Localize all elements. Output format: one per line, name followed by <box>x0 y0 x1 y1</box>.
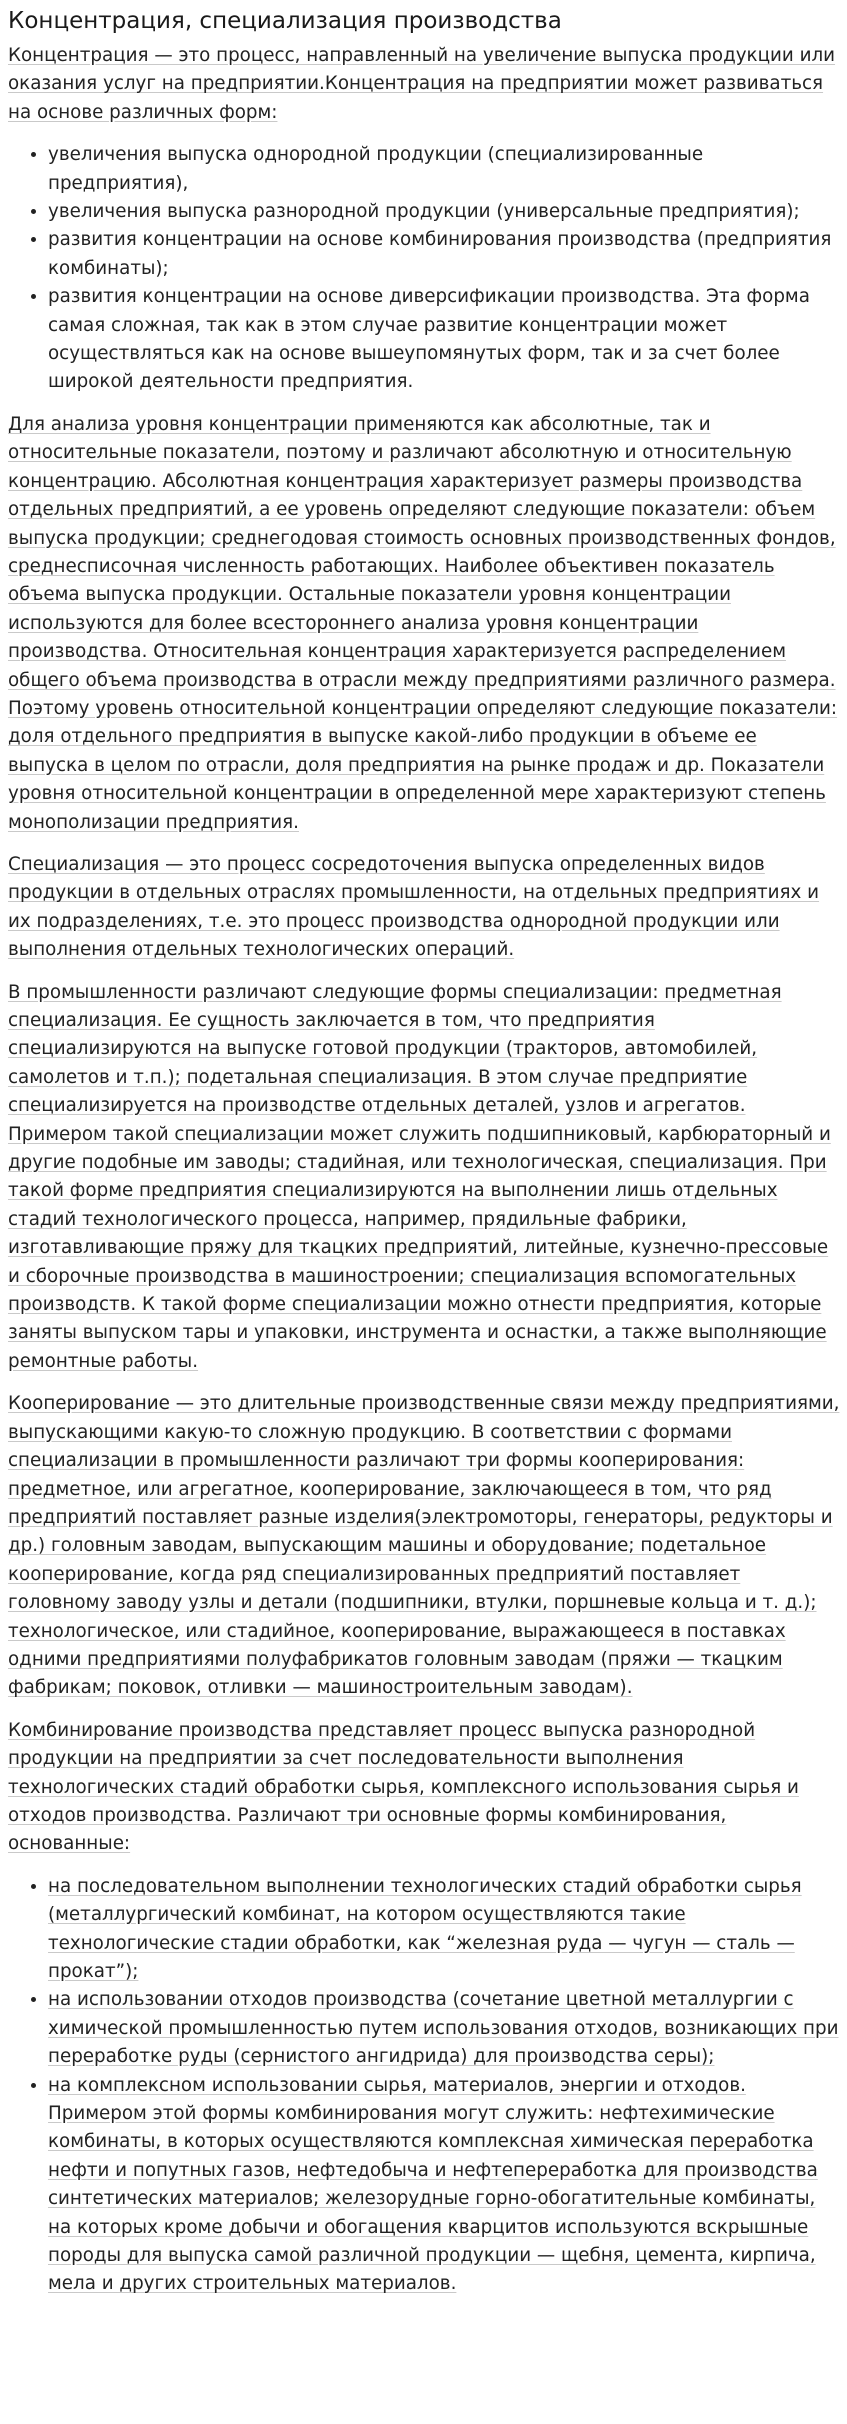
specialization-forms-paragraph: В промышленности различают следующие формы специализации: предметная специализация. Ее сущность заключается в том, что предприятия специализируются на выпуске готовой продукции (тракторов, автомобилей, самолетов и т.п.); подетальная специализация. В этом случае предприятие специализируется на производстве отдельных деталей, узлов и агрегатов. Примером такой специализации может служить подшипниковый, карбюраторный и другие подобные им заводы; стадийная, или технологическая, специализация. При такой форме предприятия специализируются на выполнении лишь отдельных стадий технологического процесса, например, прядильные фабрики, изготавливающие пряжу для ткацких предприятий, литейные, кузнечно-прессовые и сборочные производства в машиностроении; специализация вспомогательных производств. К такой форме специализации можно отнести предприятия, которые заняты выпуском тары и упаковки, инструмента и оснастки, а также выполняющие ремонтные работы. <box>8 981 831 1372</box>
intro-paragraph: Концентрация — это процесс, направленный на увеличение выпуска продукции или оказания услуг на предприятии.Концентрация на предприятии может развиваться на основе различных форм: <box>8 45 836 123</box>
combining-paragraph: Комбинирование производства представляет процесс выпуска разнородной продукции на предприятии за счет последовательности выполнения технологических стадий обработки сырья, комплексного использования сырья и отходов производства. Различают три основные формы комбинирования, основанные: <box>8 1719 799 1855</box>
list-item: • развития концентрации на основе комбинирования производства (предприятия комбинаты); <box>48 226 841 283</box>
list-item: • на последовательном выполнении технологических стадий обработки сырья (металлургический комбинат, на котором осуществляются такие технологические стадии обработки, как “железная руда — чугун — сталь — прокат”); <box>48 1873 841 1987</box>
combining-forms-list <box>8 1873 841 2299</box>
list-item: • на использовании отходов производства (сочетание цветной металлургии с химической промышленностью путем использования отходов, возникающих при переработке руды (сернистого ангидрида) для производства серы); <box>48 1986 841 2071</box>
concentration-forms-list <box>8 141 841 397</box>
list-item: • увеличения выпуска разнородной продукции (универсальные предприятия); <box>48 198 841 226</box>
cooperation-paragraph: Кооперирование — это длительные производственные связи между предприятиями, выпускающими какую-то сложную продукцию. В соответствии с формами специализации в промышленности различают три формы кооперирования: предметное, или агрегатное, кооперирование, заключающееся в том, что ряд предприятий поставляет разные изделия(электромоторы, генераторы, редукторы и др.) головным заводам, выпускающим машины и оборудование; подетальное кооперирование, когда ряд специализированных предприятий поставляет головному заводу узлы и детали (подшипники, втулки, поршневые кольца и т. д.); технологическое, или стадийное, кооперирование, выражающееся в поставках одними предприятиями полуфабрикатов головным заводам (пряжи — ткацким фабрикам; поковок, отливки — машиностроительным заводам). <box>8 1393 840 1699</box>
concentration-indicators-paragraph: Для анализа уровня концентрации применяются как абсолютные, так и относительные показатели, поэтому и различают абсолютную и относительную концентрацию. Абсолютная концентрация характеризует размеры производства отдельных предприятий, а ее уровень определяют следующие показатели: объем выпуска продукции; среднегодовая стоимость основных производственных фондов, среднесписочная численность работающих. Наиболее объективен показатель объема выпуска продукции. Остальные показатели уровня концентрации используются для более всестороннего анализа уровня концентрации производства. Относительная концентрация характеризуется распределением общего объема производства в отрасли между предприятиями различного размера. Поэтому уровень относительной концентрации определяют следующие показатели: доля отдельного предприятия в выпуске какой-либо продукции в объеме ее выпуска в целом по отрасли, доля предприятия на рынке продаж и др. Показатели уровня относительной концентрации в определенной мере характеризуют степень монополизации предприятия. <box>8 413 838 833</box>
list-item: • на комплексном использовании сырья, материалов, энергии и отходов. Примером этой формы комбинирования могут служить: нефтехимические комбинаты, в которых осуществляются комплексная химическая переработка нефти и попутных газов, нефтедобыча и нефтепереработка для производства синтетических материалов; железорудные горно-обогатительные комбинаты, на которых кроме добычи и обогащения кварцитов используются вскрышные породы для выпуска самой различной продукции — щебня, цемента, кирпича, мела и других строительных материалов. <box>48 2072 841 2299</box>
list-item: • увеличения выпуска однородной продукции (специализированные предприятия), <box>48 141 841 198</box>
page-title: Концентрация, специализация производства <box>8 8 562 34</box>
specialization-paragraph: Специализация — это процесс сосредоточения выпуска определенных видов продукции в отдельных отраслях промышленности, на отдельных предприятиях и их подразделениях, т.е. это процесс производства однородной продукции или выполнения отдельных технологических операций. <box>8 853 820 961</box>
list-item: • развития концентрации на основе диверсификации производства. Эта форма самая сложная, так как в этом случае развитие концентрации может осуществляться как на основе вышеупомянутых форм, так и за счет более широкой деятельности предприятия. <box>48 283 841 397</box>
